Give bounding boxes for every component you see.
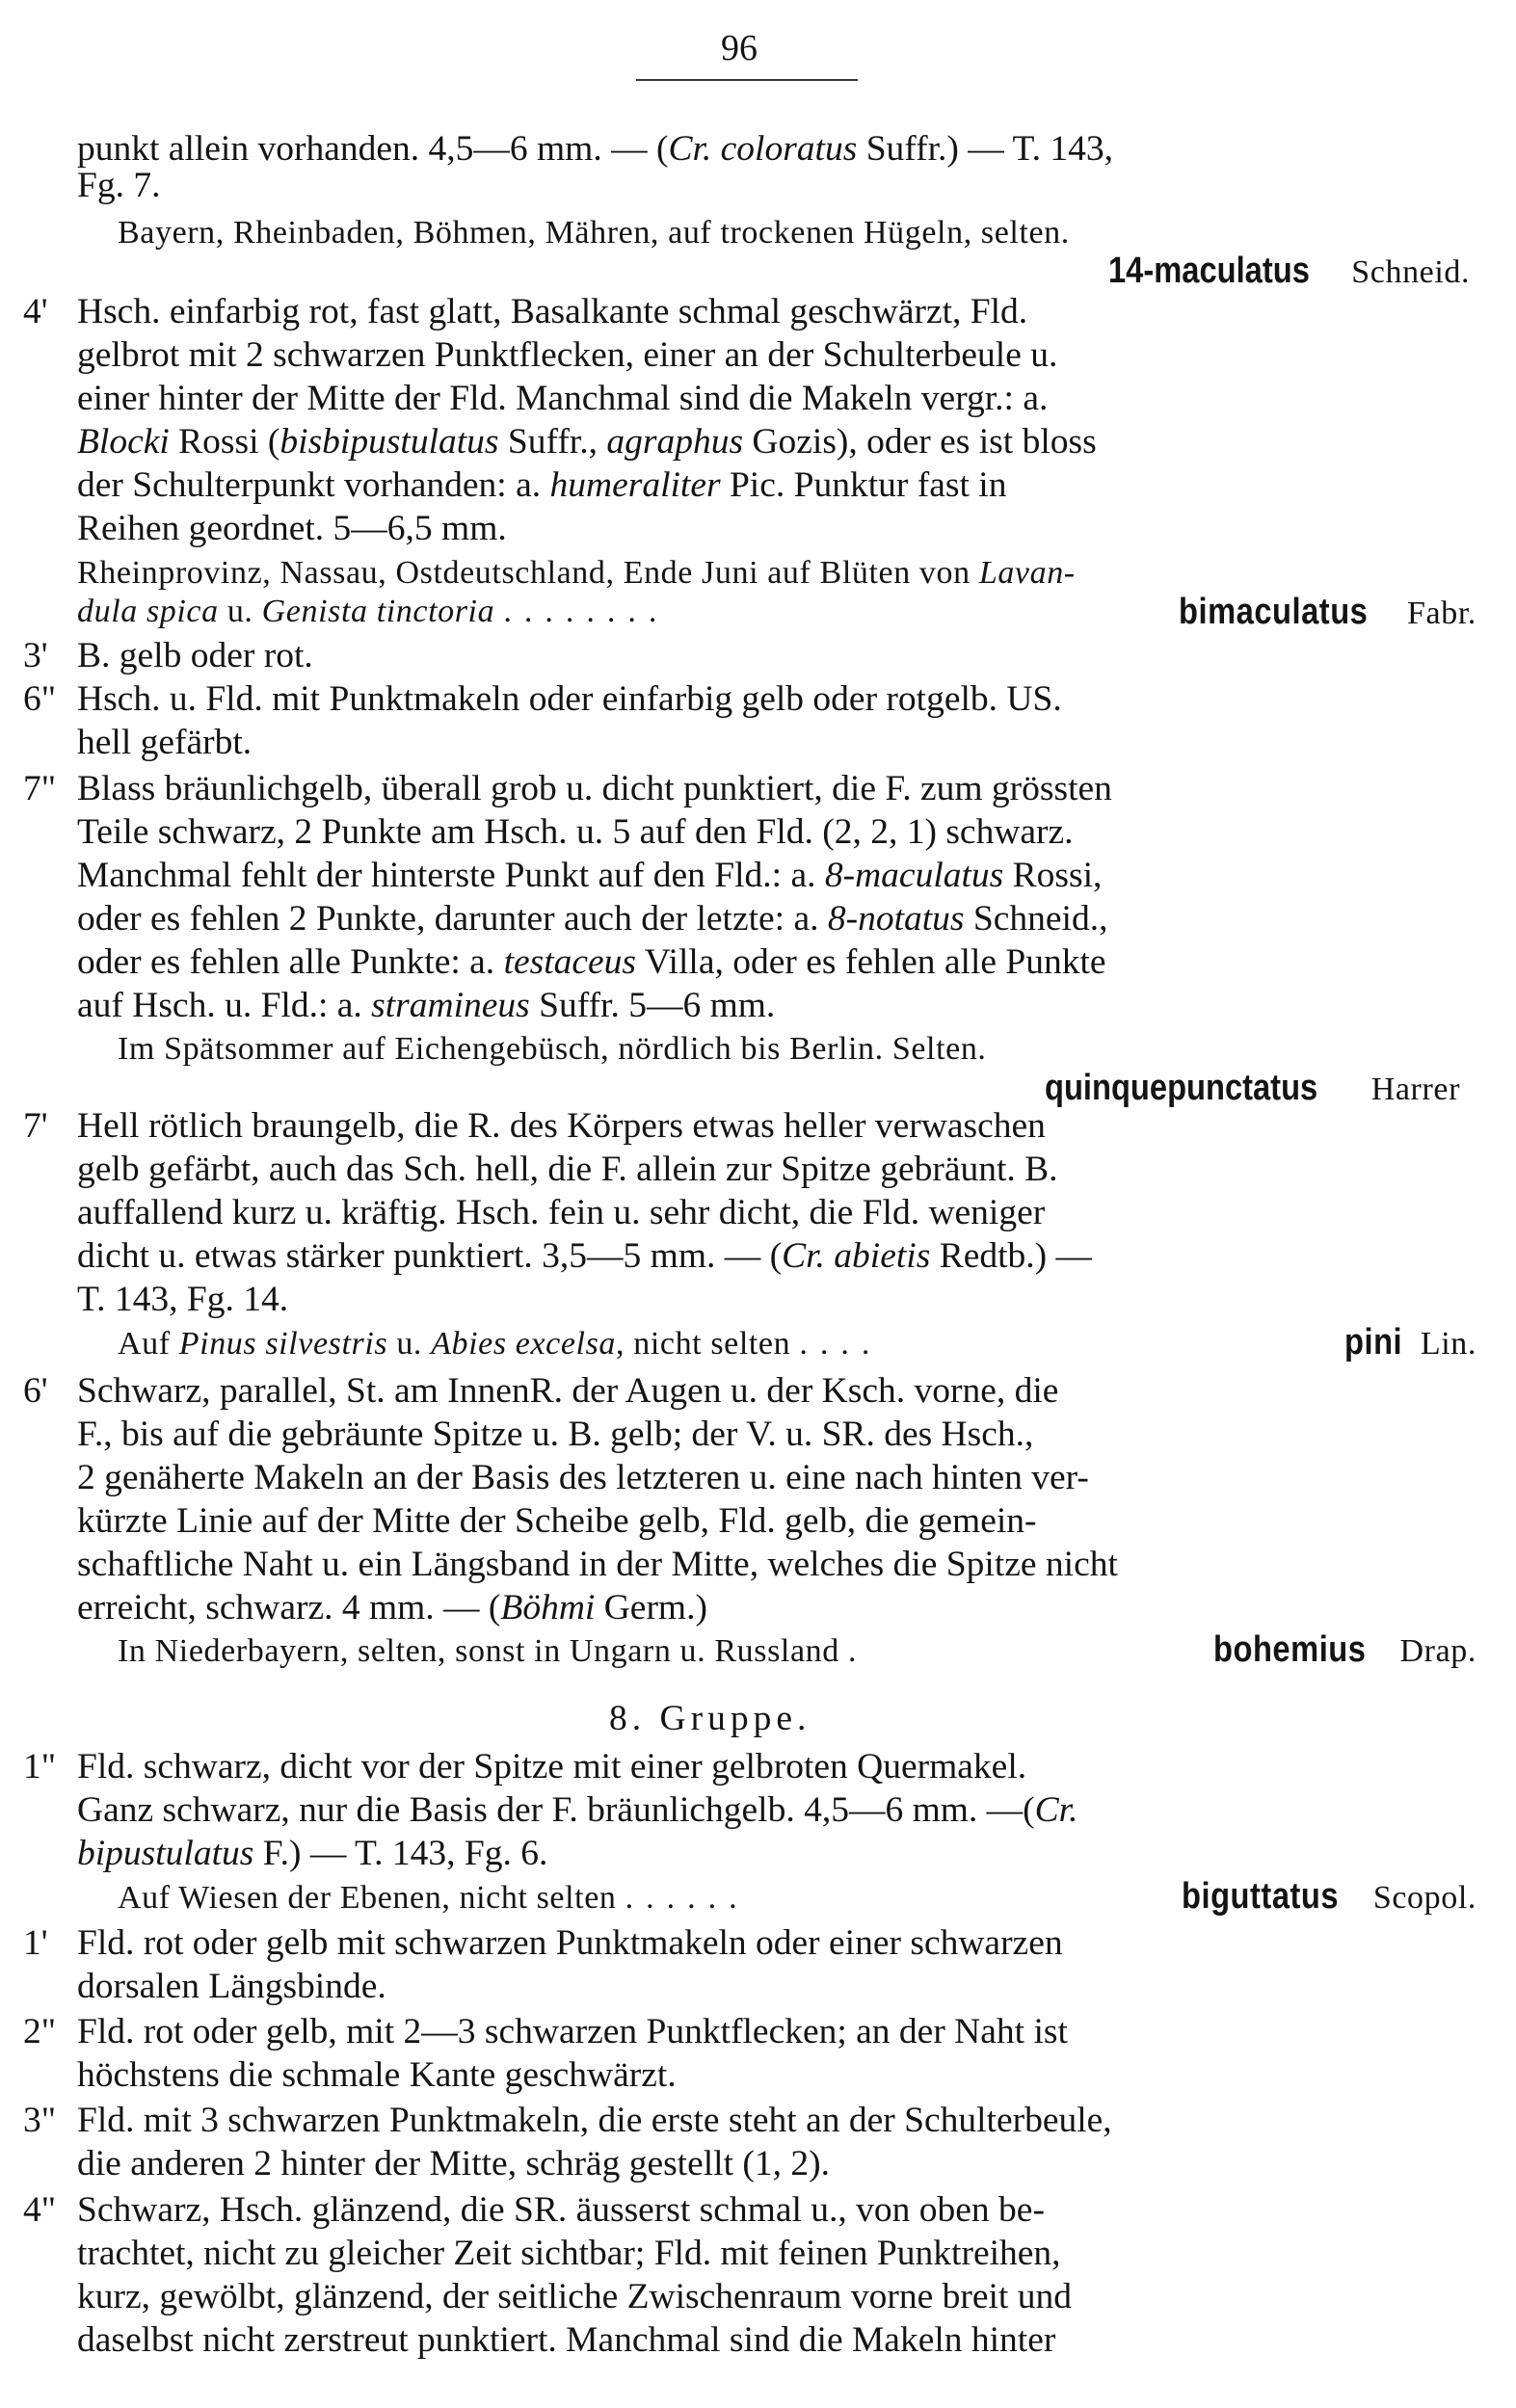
text-line: F., bis auf die gebräunte Spitze u. B. gelb; der V. u. SR. des Hsch., bbox=[77, 1415, 1034, 1454]
key-marker: 4" bbox=[23, 2190, 57, 2230]
key-marker: 1' bbox=[23, 1923, 48, 1963]
key-marker: 7' bbox=[23, 1106, 48, 1146]
species-line: 14-maculatus Schneid. bbox=[1108, 251, 1471, 291]
species-name: pini bbox=[1343, 1322, 1402, 1363]
text-line: trachtet, nicht zu gleicher Zeit sichtbar; Fld. mit feinen Punktreihen, bbox=[77, 2234, 1061, 2273]
text-line: Blocki Rossi (bisbipustulatus Suffr., agraphus Gozis), oder es ist bloss bbox=[77, 422, 1097, 462]
species-name: bimaculatus bbox=[1178, 592, 1368, 632]
text-line: Ganz schwarz, nur die Basis der F. bräunlichgelb. 4,5—6 mm. —(Cr. bbox=[77, 1790, 1078, 1830]
key-marker: 3' bbox=[23, 636, 48, 675]
text-line: Fg. 7. bbox=[77, 166, 161, 205]
species-name: quinquepunctatus bbox=[1045, 1068, 1318, 1108]
text-line: hell gefärbt. bbox=[77, 723, 253, 762]
text-line: Reihen geordnet. 5—6,5 mm. bbox=[77, 509, 507, 548]
text-line: 2 genäherte Makeln an der Basis des letzteren u. eine nach hinten ver- bbox=[77, 1458, 1089, 1497]
text-line: gelb gefärbt, auch das Sch. hell, die F. allein zur Spitze gebräunt. B. bbox=[77, 1150, 1058, 1189]
text-line: punkt allein vorhanden. 4,5—6 mm. — (Cr. coloratus Suffr.) — T. 143, bbox=[77, 129, 1113, 169]
text-line: der Schulterpunkt vorhanden: a. humeraliter Pic. Punktur fast in bbox=[77, 465, 1007, 505]
text-line: erreicht, schwarz. 4 mm. — (Böhmi Germ.) bbox=[77, 1588, 707, 1627]
key-marker: 6' bbox=[23, 1371, 48, 1411]
section-heading: 8. Gruppe. bbox=[609, 1699, 811, 1738]
text-line: T. 143, Fg. 14. bbox=[77, 1280, 289, 1319]
text-line: bipustulatus F.) — T. 143, Fg. 6. bbox=[77, 1834, 548, 1873]
key-line: 4" Schwarz, Hsch. glänzend, die SR. äusserst schmal u., von oben be- bbox=[0, 2192, 1045, 2229]
key-line: 7' Hell rötlich braungelb, die R. des Körpers etwas heller verwaschen bbox=[0, 1108, 1046, 1145]
species-name: biguttatus bbox=[1182, 1876, 1340, 1917]
locality-line: Bayern, Rheinbaden, Böhmen, Mähren, auf trockenen Hügeln, selten. bbox=[118, 215, 1070, 251]
key-line: 6' Schwarz, parallel, St. am InnenR. der Augen u. der Ksch. vorne, die bbox=[0, 1373, 1058, 1410]
text-line: die anderen 2 hinter der Mitte, schräg gestellt (1, 2). bbox=[77, 2144, 830, 2183]
locality-line: In Niederbayern, selten, sonst in Ungarn u. Russland . bohemius Drap. bbox=[118, 1629, 1476, 1670]
text-line: schaftliche Naht u. ein Längsband in der Mitte, welches die Spitze nicht bbox=[77, 1545, 1118, 1584]
key-marker: 6" bbox=[23, 679, 57, 719]
text-line: oder es fehlen 2 Punkte, darunter auch der letzte: a. 8-notatus Schneid., bbox=[77, 899, 1108, 939]
text-line: einer hinter der Mitte der Fld. Manchmal sind die Makeln vergr.: a. bbox=[77, 379, 1049, 418]
text-line: dicht u. etwas stärker punktiert. 3,5—5 mm. — (Cr. abietis Redtb.) — bbox=[77, 1236, 1093, 1276]
key-line: 1' Fld. rot oder gelb mit schwarzen Punktmakeln oder einer schwarzen bbox=[0, 1925, 1063, 1962]
key-marker: 7" bbox=[23, 769, 57, 808]
species-name: bohemius bbox=[1213, 1629, 1367, 1670]
key-marker: 2" bbox=[23, 2012, 57, 2051]
key-marker: 3" bbox=[23, 2101, 57, 2140]
locality-line: Rheinprovinz, Nassau, Ostdeutschland, Ende Juni auf Blüten von Lavan- bbox=[77, 555, 1076, 591]
text-line: dorsalen Längsbinde. bbox=[77, 1967, 386, 2006]
page-number: 96 bbox=[721, 28, 758, 68]
text-line: kürzte Linie auf der Mitte der Scheibe gelb, Fld. gelb, die gemein- bbox=[77, 1501, 1037, 1541]
locality-line: Auf Wiesen der Ebenen, nicht selten ...... biguttatus Scopol. bbox=[118, 1876, 1476, 1917]
key-line: 4' Hsch. einfarbig rot, fast glatt, Basalkante schmal geschwärzt, Fld. bbox=[0, 294, 1027, 331]
locality-line: Auf Pinus silvestris u. Abies excelsa, nicht selten .... pini Lin. bbox=[118, 1322, 1476, 1363]
text-line: Manchmal fehlt der hinterste Punkt auf den Fld.: a. 8-maculatus Rossi, bbox=[77, 856, 1103, 895]
text-line: Teile schwarz, 2 Punkte am Hsch. u. 5 auf den Fld. (2, 2, 1) schwarz. bbox=[77, 812, 1074, 852]
key-marker: 1" bbox=[23, 1747, 57, 1786]
key-line: 7" Blass bräunlichgelb, überall grob u. dicht punktiert, die F. zum grössten bbox=[0, 771, 1112, 807]
key-line: 6" Hsch. u. Fld. mit Punktmakeln oder einfarbig gelb oder rotgelb. US. bbox=[0, 681, 1062, 718]
species-line: quinquepunctatus Harrer bbox=[1045, 1068, 1460, 1108]
text-line: auf Hsch. u. Fld.: a. stramineus Suffr. 5—6 mm. bbox=[77, 986, 776, 1025]
locality-line: Im Spätsommer auf Eichengebüsch, nördlich bis Berlin. Selten. bbox=[118, 1031, 987, 1067]
text-line: höchstens die schmale Kante geschwärzt. bbox=[77, 2055, 677, 2095]
text-line: gelbrot mit 2 schwarzen Punktflecken, einer an der Schulterbeule u. bbox=[77, 335, 1058, 375]
key-line: 1" Fld. schwarz, dicht vor der Spitze mit einer gelbroten Quermakel. bbox=[0, 1749, 1026, 1786]
key-line: 3' B. gelb oder rot. bbox=[0, 638, 313, 675]
locality-line: dula spica u. Genista tinctoria ........ bimaculatus Fabr. bbox=[77, 592, 1476, 632]
key-marker: 4' bbox=[23, 292, 48, 331]
key-line: 3" Fld. mit 3 schwarzen Punktmakeln, die erste steht an der Schulterbeule, bbox=[0, 2103, 1112, 2139]
text-line: daselbst nicht zerstreut punktiert. Manchmal sind die Makeln hinter bbox=[77, 2320, 1056, 2360]
species-name: 14-maculatus bbox=[1108, 251, 1310, 291]
text-line: auffallend kurz u. kräftig. Hsch. fein u. sehr dicht, die Fld. weniger bbox=[77, 1193, 1046, 1232]
text-line: kurz, gewölbt, glänzend, der seitliche Zwischenraum vorne breit und bbox=[77, 2277, 1072, 2316]
key-line: 2" Fld. rot oder gelb, mit 2—3 schwarzen Punktflecken; an der Naht ist bbox=[0, 2014, 1068, 2051]
text-line: oder es fehlen alle Punkte: a. testaceus Villa, oder es fehlen alle Punkte bbox=[77, 942, 1106, 982]
header-rule bbox=[636, 79, 858, 81]
